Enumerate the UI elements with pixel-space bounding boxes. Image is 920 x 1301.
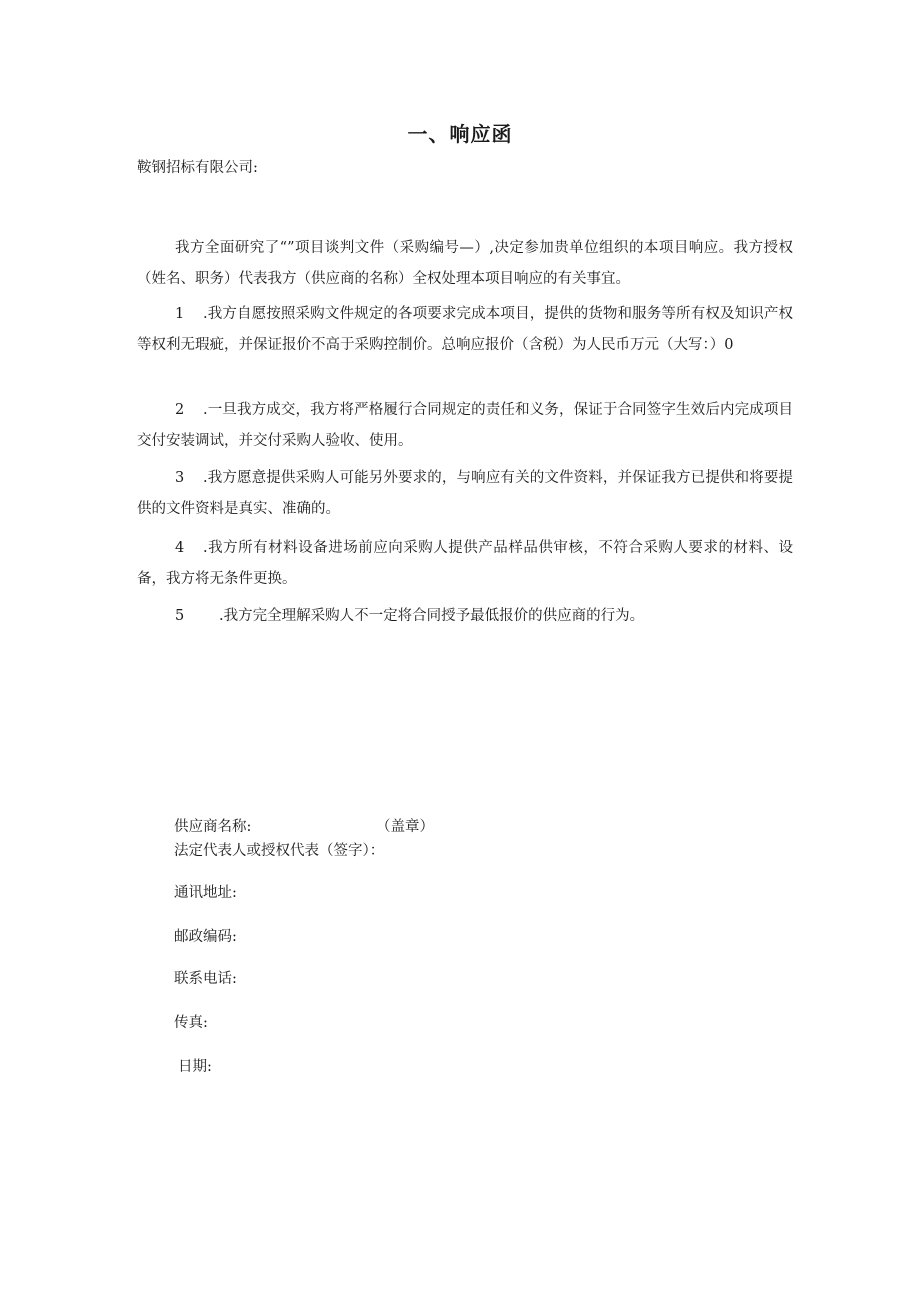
clause-1 xyxy=(137,299,793,361)
page-title: 一、响应函 xyxy=(407,122,513,146)
seal-label: （盖章） xyxy=(376,819,434,835)
clause-number: 2 xyxy=(175,402,185,418)
postcode-label: 邮政编码: xyxy=(174,929,237,945)
supplier-name-label: 供应商名称: xyxy=(174,819,252,835)
clause-text: .我方完全理解采购人不一定将合同授予最低报价的供应商的行为。 xyxy=(219,608,645,624)
addressee: 鞍钢招标有限公司: xyxy=(137,160,258,176)
clause-3 xyxy=(137,463,793,525)
date-label: 日期: xyxy=(178,1059,212,1075)
address-label: 通讯地址: xyxy=(174,885,237,901)
clause-number: 1 xyxy=(175,306,185,322)
clause-5 xyxy=(137,601,793,632)
phone-label: 联系电话: xyxy=(174,971,237,987)
clause-4 xyxy=(137,533,793,595)
fax-label: 传真: xyxy=(174,1015,208,1031)
clause-number: 4 xyxy=(175,540,185,556)
clause-number: 3 xyxy=(175,470,185,486)
clause-number: 5 xyxy=(175,608,185,624)
clause-text: .我方愿意提供采购人可能另外要求的，与响应有关的文件资料，并保证我方已提供和将要提供的文件资料是真实、准确的。 xyxy=(137,470,793,517)
clause-text: .一旦我方成交，我方将严格履行合同规定的责任和义务，保证于合同签字生效后内完成项目交付安装调试，并交付采购人验收、使用。 xyxy=(137,402,793,449)
clause-2 xyxy=(137,395,793,457)
representative-signature-label: 法定代表人或授权代表（签字）： xyxy=(174,843,385,859)
clause-text: .我方自愿按照采购文件规定的各项要求完成本项目，提供的货物和服务等所有权及知识产权等权利无瑕疵，并保证报价不高于采购控制价。总响应报价（含税）为人民币万元（大写：）0 xyxy=(137,306,793,353)
intro-paragraph: 我方全面研究了“”项目谈判文件（采购编号—）,决定参加贵单位组织的本项目响应。我方授权（姓名、职务）代表我方（供应商的名称）全权处理本项目响应的有关事宜。 xyxy=(137,240,793,287)
clause-text: .我方所有材料设备进场前应向采购人提供产品样品供审核，不符合采购人要求的材料、设备，我方将无条件更换。 xyxy=(137,540,793,587)
